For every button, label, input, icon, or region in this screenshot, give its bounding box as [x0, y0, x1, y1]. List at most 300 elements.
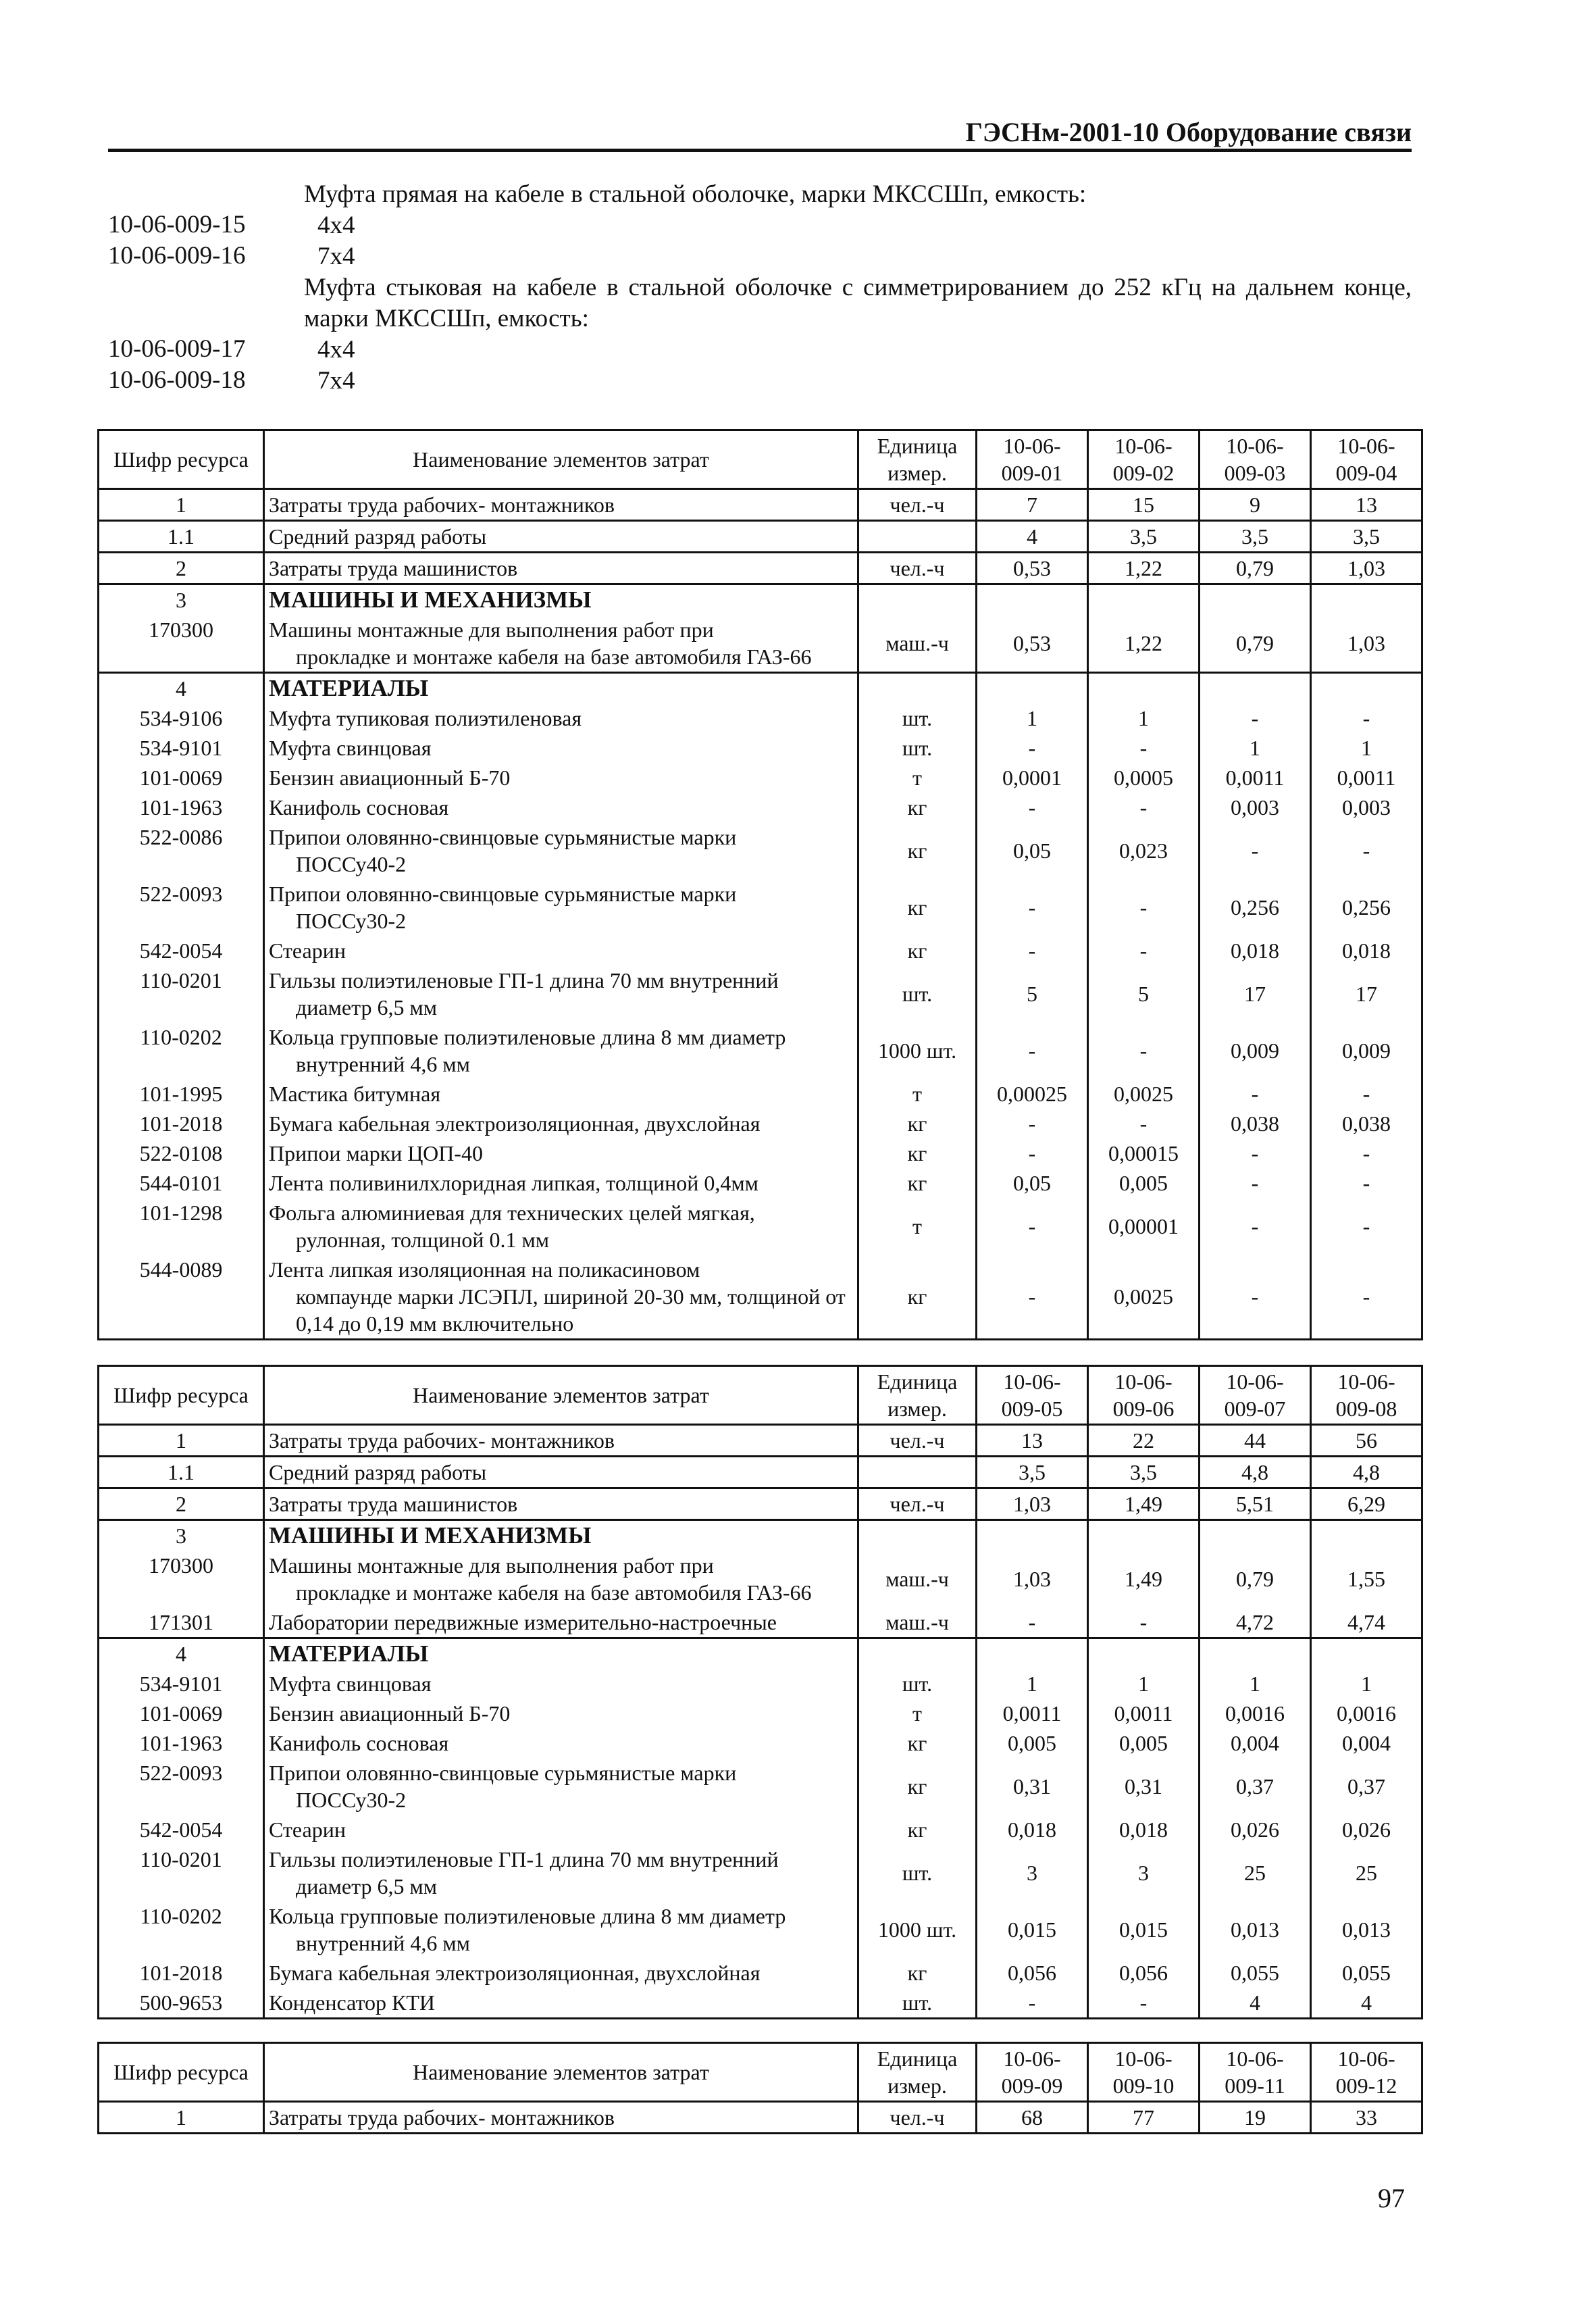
resource-code: 1: [99, 1425, 264, 1457]
table-row: [99, 1815, 1422, 1844]
resource-value: 0,37: [1200, 1758, 1311, 1815]
resource-value: -: [1200, 1079, 1311, 1109]
resource-unit: шт.: [858, 1844, 977, 1901]
resource-unit: 1000 шт.: [858, 1901, 977, 1958]
resource-value: 0,018: [977, 1815, 1088, 1844]
resource-name-text: Канифоль сосновая: [269, 795, 449, 820]
section-row: [99, 673, 1422, 704]
resource-value: 1: [1088, 703, 1200, 733]
resource-value: 1: [1200, 733, 1311, 763]
resource-table-1: [97, 429, 1423, 1340]
resource-name-text: Припои оловянно-свинцовые сурьмянистые марки: [269, 882, 737, 906]
resource-unit: кг: [858, 1815, 977, 1844]
resource-value: -: [1200, 822, 1311, 879]
resource-unit: кг: [858, 879, 977, 936]
resource-value: [1311, 1638, 1422, 1669]
resource-code: 110-0202: [99, 1022, 264, 1079]
section-row: [99, 1638, 1422, 1669]
resource-code: 2: [99, 1488, 264, 1520]
resource-unit: чел.-ч: [858, 489, 977, 521]
header-norm-code: [1200, 1366, 1311, 1425]
resource-value: 0,37: [1311, 1758, 1422, 1815]
resource-value: -: [977, 1198, 1088, 1255]
header-name: Наименование элементов затрат: [264, 430, 858, 489]
resource-value: 0,055: [1311, 1958, 1422, 1988]
table-row: [99, 763, 1422, 793]
norm-code-line2: 009-06: [1112, 1397, 1175, 1421]
resource-unit: шт.: [858, 1669, 977, 1699]
resource-value: 5: [1088, 965, 1200, 1022]
header-code: Шифр ресурса: [99, 1366, 264, 1425]
work-code: 10-06-009-15: [108, 211, 246, 238]
resource-name-continuation: компаунде марки ЛСЭПЛ, шириной 20-30 мм, толщиной от 0,14 до 0,19 мм включительно: [296, 1284, 846, 1336]
resource-value: -: [1311, 1255, 1422, 1340]
resource-value: -: [977, 1255, 1088, 1340]
resource-name-continuation: рулонная, толщиной 0.1 мм: [296, 1228, 549, 1252]
resource-name: [264, 1815, 858, 1844]
resource-code: 101-0069: [99, 1699, 264, 1728]
resource-table-3: [97, 2042, 1423, 2134]
resource-name-text: Машины монтажные для выполнения работ при: [269, 1553, 714, 1578]
resource-unit: [858, 673, 977, 704]
resource-value: 1: [977, 1669, 1088, 1699]
resource-code: 110-0201: [99, 965, 264, 1022]
resource-value: 1,03: [1311, 615, 1422, 673]
resource-value: 3,5: [1311, 521, 1422, 553]
resource-value: 0,056: [977, 1958, 1088, 1988]
work-capacity: 7х4: [317, 243, 355, 270]
resource-code: 534-9101: [99, 733, 264, 763]
header-code: Шифр ресурса: [99, 430, 264, 489]
table-row: [99, 1079, 1422, 1109]
resource-value: -: [1200, 1168, 1311, 1198]
resource-code: 542-0054: [99, 1815, 264, 1844]
resource-value: 25: [1200, 1844, 1311, 1901]
resource-value: -: [977, 1109, 1088, 1138]
resource-code: 101-0069: [99, 763, 264, 793]
resource-value: 1,03: [977, 1488, 1088, 1520]
resource-name-text: Муфта свинцовая: [269, 1671, 432, 1696]
resource-value: -: [1200, 1198, 1311, 1255]
resource-value: 0,0025: [1088, 1255, 1200, 1340]
resource-value: 44: [1200, 1425, 1311, 1457]
resource-value: 0,003: [1200, 793, 1311, 822]
norm-code-line2: 009-05: [1001, 1397, 1063, 1421]
header-unit-line1: Единица: [877, 2046, 958, 2071]
norm-code-line1: 10-06-: [1003, 2046, 1061, 2071]
resource-name: [264, 553, 858, 584]
resource-unit: маш.-ч: [858, 615, 977, 673]
resource-value: 0,00025: [977, 1079, 1088, 1109]
resource-value: 9: [1200, 489, 1311, 521]
resource-code: 1.1: [99, 1457, 264, 1488]
resource-value: 3: [977, 1844, 1088, 1901]
resource-unit: [858, 1520, 977, 1551]
norm-code-line1: 10-06-: [1114, 2046, 1173, 2071]
resource-value: 1,22: [1088, 553, 1200, 584]
resource-value: 4,8: [1311, 1457, 1422, 1488]
resource-unit: кг: [858, 1758, 977, 1815]
resource-name: [264, 936, 858, 965]
resource-name: [264, 1699, 858, 1728]
table-row: [99, 1758, 1422, 1815]
resource-value: 0,026: [1311, 1815, 1422, 1844]
resource-name: [264, 1758, 858, 1815]
table-row: [99, 1669, 1422, 1699]
resource-name-text: Бензин авиационный Б-70: [269, 1701, 511, 1726]
norm-code-line1: 10-06-: [1003, 434, 1061, 458]
resource-name: [264, 1109, 858, 1138]
resource-unit: чел.-ч: [858, 553, 977, 584]
resource-name-text: Затраты труда машинистов: [269, 556, 518, 580]
table-row: [99, 1958, 1422, 1988]
resource-value: [1200, 673, 1311, 704]
resource-value: 1: [1088, 1669, 1200, 1699]
resource-value: 4,8: [1200, 1457, 1311, 1488]
resource-value: -: [1088, 879, 1200, 936]
resource-value: 0,0001: [977, 763, 1088, 793]
resource-value: 1,55: [1311, 1551, 1422, 1607]
resource-name: [264, 1988, 858, 2019]
resource-unit: [858, 1638, 977, 1669]
resource-name-text: Лента липкая изоляционная на поликасиновом: [269, 1257, 700, 1282]
resource-name: [264, 793, 858, 822]
resource-name-text: Канифоль сосновая: [269, 1731, 449, 1755]
resource-unit: чел.-ч: [858, 1488, 977, 1520]
norm-code-line2: 009-08: [1335, 1397, 1397, 1421]
resource-code: 544-0089: [99, 1255, 264, 1340]
header-unit: [858, 1366, 977, 1425]
resource-value: 15: [1088, 489, 1200, 521]
header-norm-code: [1200, 430, 1311, 489]
table-row: [99, 1168, 1422, 1198]
resource-name: [264, 1901, 858, 1958]
resource-value: [977, 673, 1088, 704]
resource-name-text: Бензин авиационный Б-70: [269, 765, 511, 790]
resource-name: [264, 1844, 858, 1901]
resource-code: 101-1963: [99, 793, 264, 822]
resource-value: -: [977, 879, 1088, 936]
resource-name-text: Бумага кабельная электроизоляционная, двухслойная: [269, 1961, 761, 1985]
table-row: [99, 1728, 1422, 1758]
resource-name-text: Затраты труда рабочих- монтажников: [269, 493, 615, 517]
section-title: [264, 1520, 858, 1551]
norm-code-line1: 10-06-: [1114, 1369, 1173, 1394]
resource-value: -: [977, 1607, 1088, 1638]
resource-value: 3: [1088, 1844, 1200, 1901]
resource-value: 13: [1311, 489, 1422, 521]
intro-row: [108, 366, 1412, 397]
resource-value: 5: [977, 965, 1088, 1022]
resource-name: [264, 489, 858, 521]
resource-value: 0,00015: [1088, 1138, 1200, 1168]
resource-code: 522-0108: [99, 1138, 264, 1168]
table-row: [99, 703, 1422, 733]
resource-name-text: Кольца групповые полиэтиленовые длина 8 мм диаметр: [269, 1025, 786, 1049]
resource-value: 3,5: [1088, 521, 1200, 553]
resource-value: 0,79: [1200, 553, 1311, 584]
resource-name-text: Припои оловянно-свинцовые сурьмянистые марки: [269, 1761, 737, 1785]
resource-code: 500-9653: [99, 1988, 264, 2019]
resource-unit: т: [858, 1699, 977, 1728]
resource-name-continuation: диаметр 6,5 мм: [296, 1874, 437, 1898]
header-norm-code: [1311, 430, 1422, 489]
header-norm-code: [977, 1366, 1088, 1425]
resource-code: 3: [99, 1520, 264, 1551]
resource-value: [1311, 584, 1422, 615]
resource-value: [1200, 584, 1311, 615]
norm-code-line2: 009-02: [1112, 461, 1175, 485]
header-unit-line1: Единица: [877, 434, 958, 458]
norm-code-line1: 10-06-: [1337, 1369, 1395, 1394]
resource-value: 17: [1311, 965, 1422, 1022]
resource-name-text: Средний разряд работы: [269, 524, 487, 549]
resource-value: 0,79: [1200, 615, 1311, 673]
resource-value: 0,009: [1311, 1022, 1422, 1079]
norm-code-line1: 10-06-: [1337, 434, 1395, 458]
resource-value: 3,5: [1088, 1457, 1200, 1488]
resource-name-continuation: прокладке и монтаже кабеля на базе автомобиля ГАЗ-66: [296, 1580, 812, 1605]
table-header-row: [99, 1366, 1422, 1425]
work-capacity: 7х4: [317, 367, 355, 395]
header-norm-code: [977, 430, 1088, 489]
resource-value: 0,31: [1088, 1758, 1200, 1815]
resource-value: 0,0011: [1088, 1699, 1200, 1728]
header-unit-line2: измер.: [887, 461, 947, 485]
resource-code: 544-0101: [99, 1168, 264, 1198]
resource-value: -: [1311, 1138, 1422, 1168]
resource-name-continuation: ПОССу30-2: [296, 1788, 407, 1812]
resource-value: 0,0011: [1200, 763, 1311, 793]
resource-unit: кг: [858, 1958, 977, 1988]
resource-value: 0,53: [977, 615, 1088, 673]
table-row: [99, 1488, 1422, 1520]
intro-row: [108, 272, 1412, 334]
resource-name: [264, 615, 858, 673]
header-norm-code: [1088, 2043, 1200, 2102]
resource-code: 1.1: [99, 521, 264, 553]
resource-code: 522-0086: [99, 822, 264, 879]
table-row: [99, 1022, 1422, 1079]
resource-value: 0,0016: [1311, 1699, 1422, 1728]
resource-name-text: Муфта тупиковая полиэтиленовая: [269, 706, 582, 730]
header-norm-code: [1311, 1366, 1422, 1425]
header-unit-line1: Единица: [877, 1369, 958, 1394]
resource-value: 1,03: [977, 1551, 1088, 1607]
resource-code: 101-1298: [99, 1198, 264, 1255]
resource-value: 1,03: [1311, 553, 1422, 584]
resource-name-text: Лаборатории передвижные измерительно-настроечные: [269, 1610, 777, 1634]
resource-name: [264, 1958, 858, 1988]
resource-value: -: [1088, 793, 1200, 822]
resource-value: [1311, 673, 1422, 704]
resource-name: [264, 733, 858, 763]
norm-code-line1: 10-06-: [1226, 2046, 1284, 2071]
resource-value: 0,31: [977, 1758, 1088, 1815]
resource-name-continuation: прокладке и монтаже кабеля на базе автомобиля ГАЗ-66: [296, 645, 812, 669]
resource-name: [264, 1138, 858, 1168]
resource-name-continuation: ПОССу30-2: [296, 909, 407, 933]
table-row: [99, 936, 1422, 965]
norm-code-line1: 10-06-: [1114, 434, 1173, 458]
norm-code-line2: 009-01: [1001, 461, 1063, 485]
resource-value: 0,0025: [1088, 1079, 1200, 1109]
resource-code: 534-9101: [99, 1669, 264, 1699]
resource-value: 0,53: [977, 553, 1088, 584]
resource-unit: шт.: [858, 1988, 977, 2019]
table-row: [99, 1844, 1422, 1901]
resource-code: 170300: [99, 615, 264, 673]
resource-unit: т: [858, 1198, 977, 1255]
table-row: [99, 1109, 1422, 1138]
resource-name: [264, 965, 858, 1022]
resource-name-text: МАШИНЫ И МЕХАНИЗМЫ: [269, 586, 592, 613]
table-row: [99, 1551, 1422, 1607]
header-title: ГЭСНм-2001-10 Оборудование связи: [965, 117, 1412, 147]
table-row: [99, 2102, 1422, 2134]
resource-code: 101-1963: [99, 1728, 264, 1758]
header-name: Наименование элементов затрат: [264, 1366, 858, 1425]
resource-value: 4: [1200, 1988, 1311, 2019]
resource-name-text: Муфта свинцовая: [269, 736, 432, 760]
norm-code-line2: 009-09: [1001, 2073, 1063, 2098]
resource-value: -: [977, 1988, 1088, 2019]
resource-value: -: [1200, 1255, 1311, 1340]
resource-value: 6,29: [1311, 1488, 1422, 1520]
resource-value: 33: [1311, 2102, 1422, 2134]
resource-code: 4: [99, 1638, 264, 1669]
header-norm-code: [1311, 2043, 1422, 2102]
resource-value: -: [1088, 1022, 1200, 1079]
table-row: [99, 1255, 1422, 1340]
resource-value: [1200, 1520, 1311, 1551]
resource-name-text: Затраты труда рабочих- монтажников: [269, 2105, 615, 2130]
header-name: Наименование элементов затрат: [264, 2043, 858, 2102]
resource-name-text: Бумага кабельная электроизоляционная, двухслойная: [269, 1111, 761, 1136]
resource-value: 3,5: [1200, 521, 1311, 553]
resource-name: [264, 1168, 858, 1198]
resource-unit: кг: [858, 1168, 977, 1198]
resource-name-text: Лента поливинилхлоридная липкая, толщиной 0,4мм: [269, 1171, 758, 1195]
resource-value: 0,0011: [1311, 763, 1422, 793]
resource-code: 101-1995: [99, 1079, 264, 1109]
resource-value: -: [1088, 1607, 1200, 1638]
section-row: [99, 1520, 1422, 1551]
intro-row: [108, 179, 1412, 210]
resource-value: [977, 1520, 1088, 1551]
resource-code: 171301: [99, 1607, 264, 1638]
section-title: [264, 1638, 858, 1669]
resource-value: 0,005: [1088, 1168, 1200, 1198]
resource-value: -: [1200, 1138, 1311, 1168]
resource-value: 1,49: [1088, 1551, 1200, 1607]
norm-code-line2: 009-07: [1224, 1397, 1286, 1421]
resource-value: 1: [1200, 1669, 1311, 1699]
resource-value: 0,005: [977, 1728, 1088, 1758]
resource-name: [264, 879, 858, 936]
resource-value: 0,0016: [1200, 1699, 1311, 1728]
table-row: [99, 1988, 1422, 2019]
resource-value: 68: [977, 2102, 1088, 2134]
resource-value: 4,72: [1200, 1607, 1311, 1638]
work-code: 10-06-009-17: [108, 335, 246, 363]
resource-name: [264, 703, 858, 733]
resource-unit: кг: [858, 1138, 977, 1168]
resource-unit: чел.-ч: [858, 1425, 977, 1457]
resource-table-2: [97, 1365, 1423, 2019]
resource-value: -: [1311, 822, 1422, 879]
resource-name: [264, 1457, 858, 1488]
resource-value: [1311, 1520, 1422, 1551]
resource-name-text: Кольца групповые полиэтиленовые длина 8 мм диаметр: [269, 1904, 786, 1928]
header-norm-code: [977, 2043, 1088, 2102]
resource-name-text: Стеарин: [269, 1817, 346, 1842]
resource-value: 19: [1200, 2102, 1311, 2134]
table-row: [99, 1901, 1422, 1958]
resource-code: 170300: [99, 1551, 264, 1607]
resource-value: 7: [977, 489, 1088, 521]
work-title: Муфта прямая на кабеле в стальной оболочке, марки МКССШп, емкость:: [304, 180, 1087, 208]
intro-row: [108, 241, 1412, 272]
resource-value: 4,74: [1311, 1607, 1422, 1638]
resource-value: [1088, 673, 1200, 704]
resource-value: 0,00001: [1088, 1198, 1200, 1255]
resource-name-text: Припои оловянно-свинцовые сурьмянистые марки: [269, 825, 737, 849]
header-norm-code: [1088, 430, 1200, 489]
resource-value: -: [1088, 936, 1200, 965]
norm-code-line1: 10-06-: [1003, 1369, 1061, 1394]
table-row: [99, 489, 1422, 521]
resource-unit: маш.-ч: [858, 1607, 977, 1638]
table-header-row: [99, 430, 1422, 489]
table-row: [99, 521, 1422, 553]
resource-value: 17: [1200, 965, 1311, 1022]
resource-value: 0,05: [977, 822, 1088, 879]
resource-name: [264, 1488, 858, 1520]
resource-unit: маш.-ч: [858, 1551, 977, 1607]
resource-unit: 1000 шт.: [858, 1022, 977, 1079]
work-capacity: 4х4: [317, 211, 355, 239]
resource-unit: кг: [858, 1255, 977, 1340]
resource-code: 110-0202: [99, 1901, 264, 1958]
resource-value: -: [977, 1022, 1088, 1079]
resource-value: -: [1200, 703, 1311, 733]
resource-value: 0,015: [977, 1901, 1088, 1958]
resource-code: 3: [99, 584, 264, 615]
resource-name-text: МАТЕРИАЛЫ: [269, 1640, 429, 1667]
resource-value: [977, 584, 1088, 615]
work-description: [108, 179, 1412, 397]
table-row: [99, 1138, 1422, 1168]
resource-value: 1,22: [1088, 615, 1200, 673]
resource-code: 101-2018: [99, 1109, 264, 1138]
resource-value: 4: [977, 521, 1088, 553]
resource-value: [977, 1638, 1088, 1669]
resource-value: 0,0011: [977, 1699, 1088, 1728]
resource-value: 0,055: [1200, 1958, 1311, 1988]
resource-value: 0,003: [1311, 793, 1422, 822]
resource-value: 0,038: [1200, 1109, 1311, 1138]
resource-value: 0,009: [1200, 1022, 1311, 1079]
resource-unit: [858, 584, 977, 615]
resource-value: 1: [977, 703, 1088, 733]
resource-unit: шт.: [858, 733, 977, 763]
resource-name-text: Гильзы полиэтиленовые ГП-1 длина 70 мм внутренний: [269, 1847, 779, 1871]
table-row: [99, 793, 1422, 822]
resource-value: 0,015: [1088, 1901, 1200, 1958]
resource-value: 0,013: [1200, 1901, 1311, 1958]
resource-value: 25: [1311, 1844, 1422, 1901]
